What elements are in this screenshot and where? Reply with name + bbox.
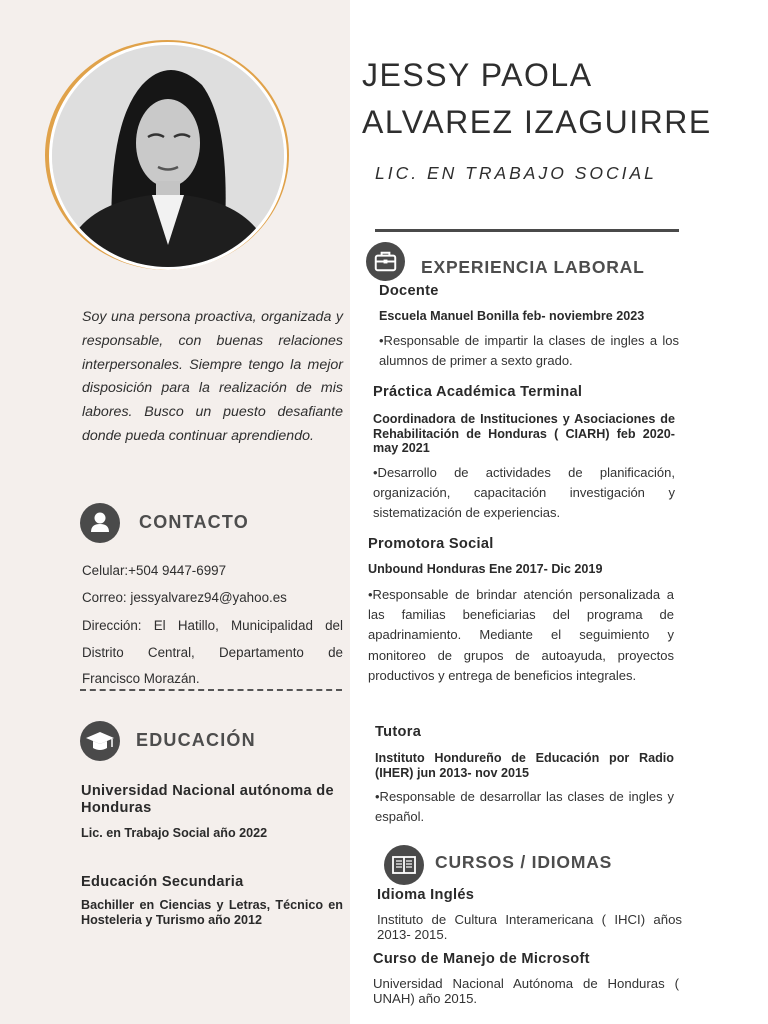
job-organization: Unbound Honduras Ene 2017- Dic 2019 xyxy=(368,562,603,576)
book-icon xyxy=(384,845,424,885)
contact-phone: Celular:+504 9447-6997 xyxy=(82,563,227,578)
job-description: •Responsable de brindar atención personalizada a las familias beneficiarias del programa de apadrinamiento. Mediante el seguimiento y monitoreo de grupos de autoayuda, proyectos productivos y entrega de beneficios integrales. xyxy=(368,587,674,683)
portrait-illustration xyxy=(52,45,284,267)
user-icon xyxy=(80,503,120,543)
job-subtitle: LIC. EN TRABAJO SOCIAL xyxy=(375,163,657,183)
courses-title: CURSOS / IDIOMAS xyxy=(435,852,613,872)
job-title: Práctica Académica Terminal xyxy=(373,384,583,400)
header-divider xyxy=(375,229,679,232)
briefcase-icon xyxy=(366,242,405,281)
education-item-detail: Bachiller en Ciencias y Letras, Técnico en Hosteleria y Turismo año 2012 xyxy=(81,898,343,927)
job-title: Promotora Social xyxy=(368,536,494,552)
education-item-title: Universidad Nacional autónoma de Honduras xyxy=(81,783,334,816)
about-text: Soy una persona proactiva, organizada y responsable, con buenas relaciones interpersonales. Siempre tengo la mejor disposición para la realización de mis labores. Busco un puesto desafiante donde pueda continuar aprendiendo. xyxy=(82,309,343,444)
full-name xyxy=(362,52,712,146)
education-item-title: Educación Secundaria xyxy=(81,874,244,890)
name-line-1: JESSY PAOLA xyxy=(362,57,593,93)
course-title: Idioma Inglés xyxy=(377,887,475,903)
job-organization: Instituto Hondureño de Educación por Radio (IHER) jun 2013- nov 2015 xyxy=(375,751,674,780)
course-description: Universidad Nacional Autónoma de Honduras ( UNAH) año 2015. xyxy=(373,976,679,1006)
job-description: •Desarrollo de actividades de planificación, organización, capacitación investigación y sistematización de experiencias. xyxy=(373,465,675,521)
profile-photo-image xyxy=(49,42,287,270)
job-organization: Coordinadora de Instituciones y Asociaciones de Rehabilitación de Honduras ( CIARH) feb 2020- may 2021 xyxy=(373,412,675,455)
graduation-cap-icon xyxy=(80,721,120,761)
job-title: Tutora xyxy=(375,724,422,740)
profile-photo xyxy=(45,40,289,270)
contact-title: CONTACTO xyxy=(139,512,249,532)
course-description: Instituto de Cultura Interamericana ( IHCI) años 2013- 2015. xyxy=(377,912,682,942)
job-organization: Escuela Manuel Bonilla feb- noviembre 2023 xyxy=(379,309,645,323)
experience-title: EXPERIENCIA LABORAL xyxy=(421,257,645,277)
contact-address: Dirección: El Hatillo, Municipalidad del Distrito Central, Departamento de Francisco Morazán. xyxy=(82,618,343,686)
education-title: EDUCACIÓN xyxy=(136,730,256,750)
education-item-detail: Lic. en Trabajo Social año 2022 xyxy=(81,826,268,840)
dashed-divider xyxy=(80,689,342,691)
course-title: Curso de Manejo de Microsoft xyxy=(373,951,590,967)
contact-email: Correo: jessyalvarez94@yahoo.es xyxy=(82,590,287,605)
job-title: Docente xyxy=(379,283,439,299)
job-description: •Responsable de impartir la clases de ingles a los alumnos de primer a sexto grado. xyxy=(379,333,679,369)
job-description: •Responsable de desarrollar las clases de ingles y español. xyxy=(375,789,674,825)
name-line-2: ALVAREZ IZAGUIRRE xyxy=(362,104,712,140)
